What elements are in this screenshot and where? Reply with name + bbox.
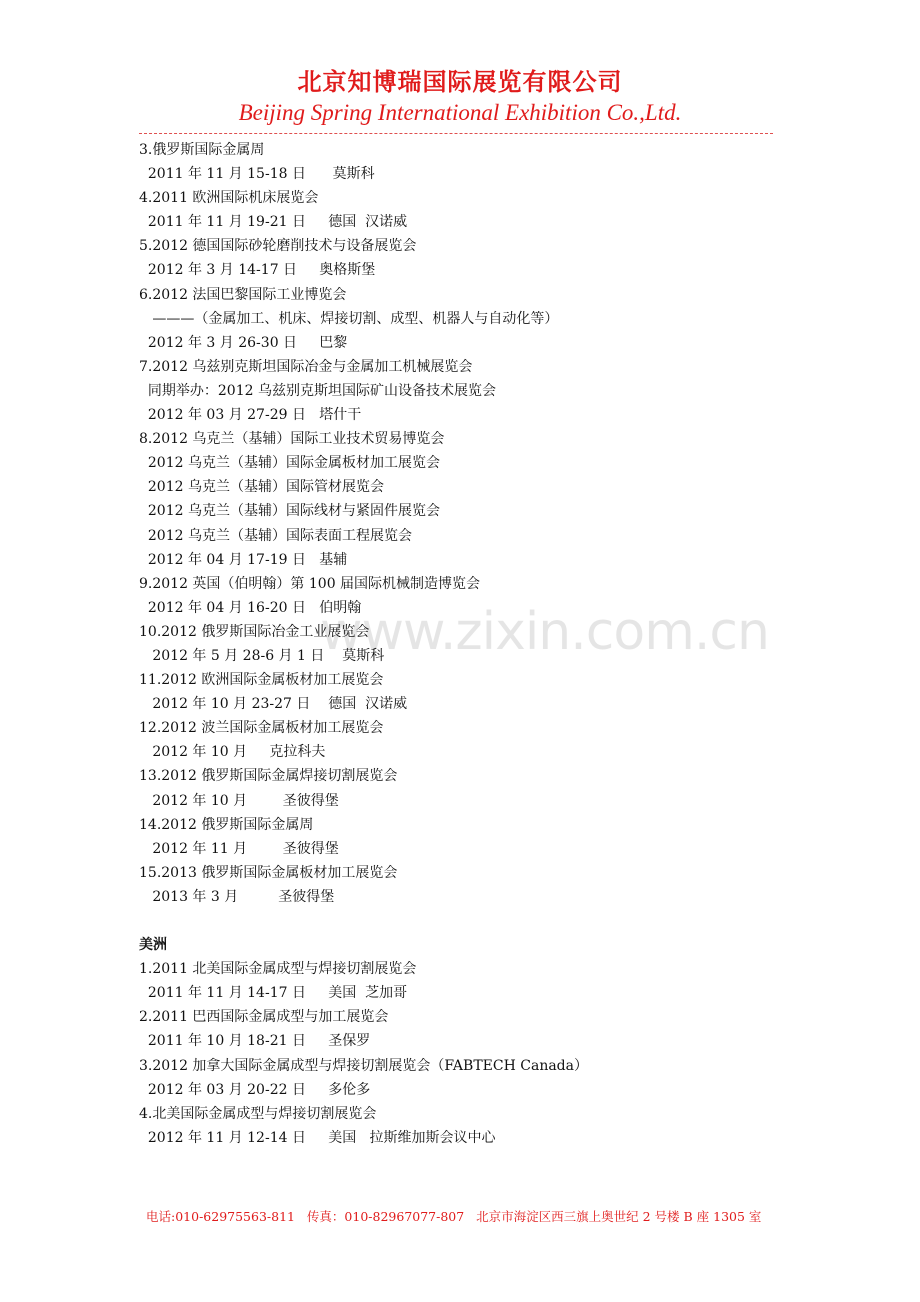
list-line: 2012 年 10 月 克拉科夫: [139, 744, 326, 761]
list-line: 2.2011 巴西国际金属成型与加工展览会: [139, 1009, 389, 1026]
list-line: 1.2011 北美国际金属成型与焊接切割展览会: [139, 961, 417, 978]
list-line: 12.2012 波兰国际金属板材加工展览会: [139, 720, 384, 737]
list-line: 2012 年 03 月 27-29 日 塔什干: [139, 407, 362, 424]
list-line: 2012 年 04 月 17-19 日 基辅: [139, 551, 348, 568]
list-line: 2012 年 3 月 26-30 日 巴黎: [139, 334, 348, 351]
list-line: 7.2012 乌兹别克斯坦国际冶金与金属加工机械展览会: [139, 358, 473, 375]
list-line: 2012 年 03 月 20-22 日 多伦多: [139, 1081, 371, 1098]
americas-list: [139, 957, 789, 1150]
list-line: 2012 年 3 月 14-17 日 奥格斯堡: [139, 262, 376, 279]
company-name-cn: 北京知博瑞国际展览有限公司: [297, 68, 623, 96]
list-line: 2012 年 10 月 圣彼得堡: [139, 792, 339, 809]
list-line: 2012 乌克兰（基辅）国际管材展览会: [139, 479, 384, 496]
list-line: 2012 年 11 月 圣彼得堡: [139, 840, 339, 857]
spacer: [139, 909, 789, 933]
list-line: 2012 乌克兰（基辅）国际线材与紧固件展览会: [139, 503, 440, 520]
list-line: 3.俄罗斯国际金属周: [139, 142, 265, 158]
list-line: 2011 年 11 月 15-18 日 莫斯科: [139, 166, 375, 183]
list-line: 2011 年 11 月 19-21 日 德国 汉诺威: [139, 214, 408, 231]
list-line: 10.2012 俄罗斯国际冶金工业展览会: [139, 623, 370, 640]
list-line: 2012 年 04 月 16-20 日 伯明翰: [139, 599, 362, 616]
list-line: 8.2012 乌克兰（基辅）国际工业技术贸易博览会: [139, 431, 445, 448]
exhibition-list: [139, 138, 789, 1150]
list-line: 5.2012 德国国际砂轮磨削技术与设备展览会: [139, 238, 417, 255]
list-line: 15.2013 俄罗斯国际金属板材加工展览会: [139, 864, 398, 881]
list-line: 2011 年 11 月 14-17 日 美国 芝加哥: [139, 985, 408, 1002]
list-line: 4.2011 欧洲国际机床展览会: [139, 190, 319, 207]
list-line: 3.2012 加拿大国际金属成型与焊接切割展览会（FABTECH Canada）: [139, 1057, 588, 1074]
list-line: 4.北美国际金属成型与焊接切割展览会: [139, 1105, 377, 1122]
list-line: 6.2012 法国巴黎国际工业博览会: [139, 286, 347, 303]
list-line: 14.2012 俄罗斯国际金属周: [139, 816, 314, 833]
contact-footer: 电话:010-62975563-811 传真：010-82967077-807 北京市海淀区西三旗上奥世纪 2 号楼 B 座 1305 室: [146, 1209, 762, 1224]
watermark: www.zixin.com.cn: [320, 602, 769, 662]
list-line: 2012 年 10 月 23-27 日 德国 汉诺威: [139, 696, 408, 713]
section-title-americas: 美洲: [139, 937, 167, 954]
list-line: 13.2012 俄罗斯国际金属焊接切割展览会: [139, 768, 398, 785]
list-line: 同期举办：2012 乌兹别克斯坦国际矿山设备技术展览会: [139, 382, 496, 399]
list-line: 9.2012 英国（伯明翰）第 100 届国际机械制造博览会: [139, 575, 481, 592]
header-divider: [139, 133, 773, 134]
list-line: 2012 乌克兰（基辅）国际表面工程展览会: [139, 527, 412, 544]
company-name-en: Beijing Spring International Exhibition Co.,Ltd.: [238, 100, 682, 125]
list-line: 2012 乌克兰（基辅）国际金属板材加工展览会: [139, 455, 440, 472]
list-line: 2013 年 3 月 圣彼得堡: [139, 888, 335, 905]
list-line: 2011 年 10 月 18-21 日 圣保罗: [139, 1033, 371, 1050]
europe-list: [139, 138, 789, 909]
list-line: 2012 年 5 月 28-6 月 1 日 莫斯科: [139, 647, 385, 664]
list-line: 11.2012 欧洲国际金属板材加工展览会: [139, 672, 384, 689]
list-line: ———（金属加工、机床、焊接切割、成型、机器人与自动化等）: [139, 310, 559, 327]
list-line: 2012 年 11 月 12-14 日 美国 拉斯维加斯会议中心: [139, 1129, 496, 1146]
